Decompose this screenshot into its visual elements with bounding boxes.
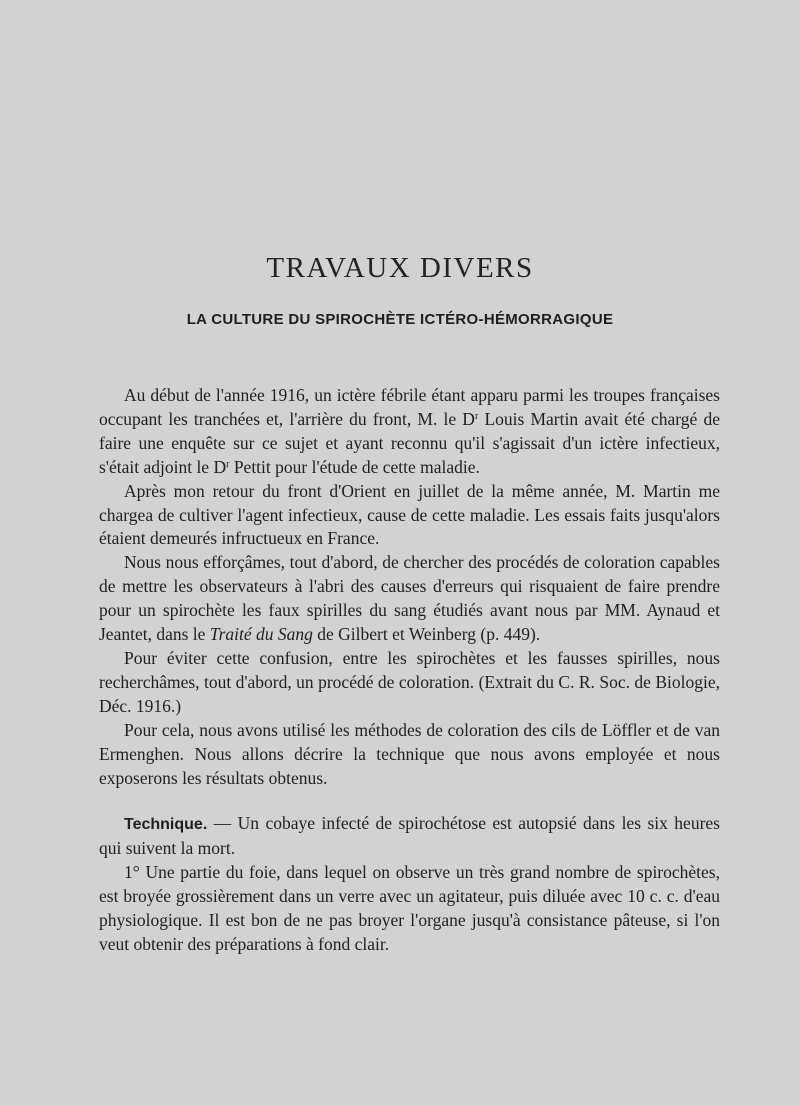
paragraph (99, 384, 720, 480)
paragraph: Après mon retour du front d'Orient en juillet de la même année, M. Martin me chargea de cultiver l'agent infectieux, cause de cette maladie. Les essais faits jusqu'alors étaient demeurés infructueux en France. (99, 480, 720, 549)
page-title: TRAVAUX DIVERS (266, 252, 534, 284)
paragraph: 1° Une partie du foie, dans lequel on observe un très grand nombre de spirochètes, est broyée grossièrement dans un verre avec un agitateur, puis diluée avec 10 c. c. d'eau physiologique. Il est bon de ne pas broyer l'organe jusqu'à consistance pâteuse, si l'on veut obtenir des préparations à fond clair. (99, 862, 720, 954)
paragraph-text: Nous nous efforçâmes, tout d'abord, de chercher des procédés de coloration capables de mettre les observateurs à l'abri des causes d'erreurs qui risquaient de faire prendre pour un spirochète les faux spirilles du sang étudiés avant nous par MM. Aynaud et Jeantet, dans le (99, 552, 720, 645)
paragraph-text: — Un cobaye infecté de spirochétose est autopsié dans les six heures qui suivent la mort. (99, 813, 720, 859)
paragraph (99, 551, 720, 647)
paragraph (99, 812, 720, 861)
book-title: Traité du Sang (209, 624, 313, 645)
superscript: r (474, 410, 479, 422)
article-subtitle: LA CULTURE DU SPIROCHÈTE ICTÉRO-HÉMORRAGIQUE (186, 311, 614, 328)
paragraph-text: de Gilbert et Weinberg (p. 449). (312, 624, 541, 645)
superscript: r (226, 458, 230, 470)
paragraph-text: Louis Martin avait été chargé de faire une enquête sur ce sujet et ayant reconnu qu'il s'agissait d'un ictère infectieux, s'était adjoint le D (99, 408, 721, 477)
paragraph: Pour cela, nous avons utilisé les méthodes de coloration des cils de Löffler et de van Ermenghen. Nous allons décrire la technique que nous avons employée et nous exposerons les résultats obtenus. (99, 719, 720, 788)
paragraph-text: Au début de l'année 1916, un ictère fébrile étant apparu parmi les troupes françaises occupant les tranchées et, l'arrière du front, M. le D (99, 385, 720, 429)
paragraph-text: Pettit pour l'étude de cette maladie. (229, 456, 480, 477)
paragraph: Pour éviter cette confusion, entre les spirochètes et les fausses spirilles, nous recherchâmes, tout d'abord, un procédé de coloration. (Extrait du C. R. Soc. de Biologie, Déc. 1916.) (99, 647, 720, 716)
article-body (99, 384, 720, 957)
section-heading: Technique. (124, 816, 208, 834)
